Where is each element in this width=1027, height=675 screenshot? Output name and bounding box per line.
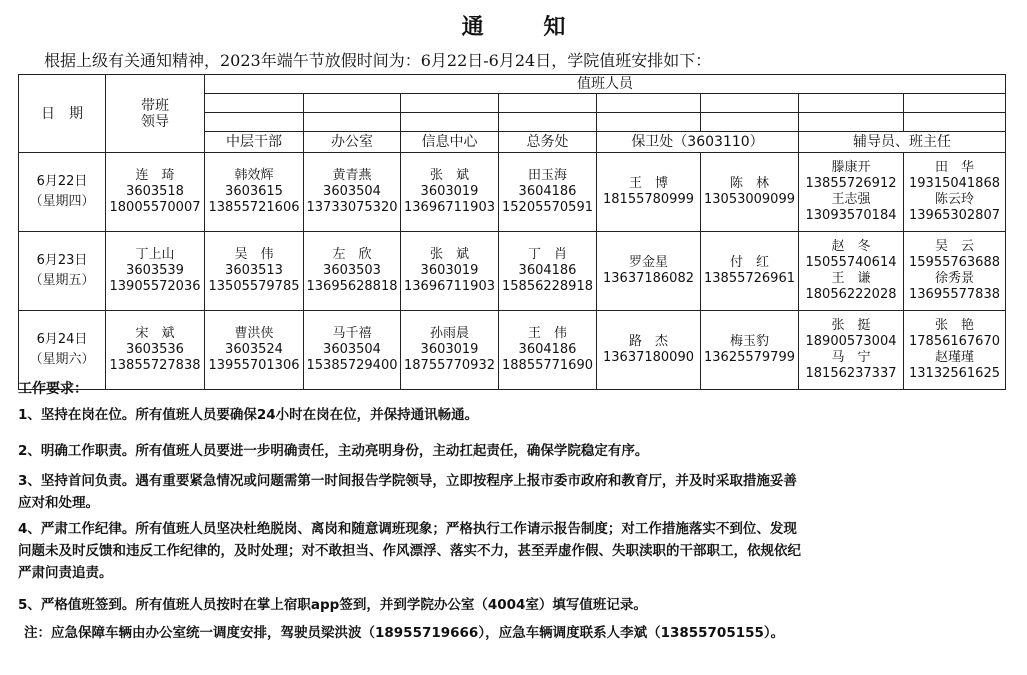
middle-cell: 韩效辉 3603615 13855721606 <box>205 153 304 232</box>
duty-table <box>18 74 1006 390</box>
office-cell: 马千禧 3603504 15385729400 <box>304 311 401 390</box>
requirement-item: 3、坚持首问负责。遇有重要紧急情况或问题需第一时间报告学院领导，立即按程序上报市委市政府和教育厅，并及时采取措施妥善 应对和处理。 <box>18 473 797 511</box>
header-security: 保卫处（3603110） <box>597 132 799 153</box>
counselor-cell: 张 挺 18900573004 马 宁 18156237337 <box>799 311 904 390</box>
requirement-item: 2、明确工作职责。所有值班人员要进一步明确责任，主动亮明身份，主动扛起责任，确保学院稳定有序。 <box>18 443 649 459</box>
header-office: 办公室 <box>304 132 401 153</box>
counselor-cell: 吴 云 15955763688 徐秀景 13695577838 <box>904 232 1006 311</box>
general-cell: 丁 肖 3604186 15856228918 <box>499 232 597 311</box>
middle-cell: 曹洪侠 3603524 13955701306 <box>205 311 304 390</box>
table-row <box>19 311 1006 390</box>
date-cell: 6月22日 （星期四） <box>19 153 106 232</box>
general-cell: 田玉海 3604186 15205570591 <box>499 153 597 232</box>
office-cell: 左 欣 3603503 13695628818 <box>304 232 401 311</box>
general-cell: 王 伟 3604186 18855771690 <box>499 311 597 390</box>
header-middle: 中层干部 <box>205 132 304 153</box>
header-date: 日 期 <box>19 75 106 153</box>
header-staff-group: 值班人员 <box>205 75 1006 94</box>
table-row <box>19 153 1006 232</box>
table-row <box>19 232 1006 311</box>
counselor-cell: 赵 冬 15055740614 王 谦 18056222028 <box>799 232 904 311</box>
requirements-title: 工作要求： <box>18 381 88 397</box>
info-cell: 张 斌 3603019 13696711903 <box>401 232 499 311</box>
vehicle-note: 注：应急保障车辆由办公室统一调度安排，驾驶员梁洪波（18955719666），应急车辆调度联系人李斌（13855705155）。 <box>24 625 785 641</box>
middle-cell: 吴 伟 3603513 13505579785 <box>205 232 304 311</box>
info-cell: 张 斌 3603019 13696711903 <box>401 153 499 232</box>
requirement-item: 4、严肃工作纪律。所有值班人员坚决杜绝脱岗、离岗和随意调班现象；严格执行工作请示报告制度；对工作措施落实不到位、发现 问题未及时反馈和违反工作纪律的，及时处理；对不敢担当、作风漂浮、落实不力，甚至弄虚作假、失职渎职的干部职工，依规依纪 严肃问责追责。 <box>18 521 801 581</box>
security-cell: 陈 林 13053009099 <box>701 153 799 232</box>
security-cell: 罗金星 13637186082 <box>597 232 701 311</box>
security-cell: 梅玉豹 13625579799 <box>701 311 799 390</box>
security-cell: 王 博 18155780999 <box>597 153 701 232</box>
header-counselor: 辅导员、班主任 <box>799 132 1006 153</box>
security-cell: 路 杰 13637180090 <box>597 311 701 390</box>
leader-cell: 连 琦 3603518 18005570007 <box>106 153 205 232</box>
notice-intro: 根据上级有关通知精神，2023年端午节放假时间为：6月22日-6月24日，学院值班安排如下： <box>44 51 712 70</box>
requirement-item: 5、严格值班签到。所有值班人员按时在掌上宿职app签到，并到学院办公室（4004室）填写值班记录。 <box>18 597 647 613</box>
notice-title: 通 知 <box>461 14 592 40</box>
header-info: 信息中心 <box>401 132 499 153</box>
office-cell: 黄青燕 3603504 13733075320 <box>304 153 401 232</box>
date-cell: 6月23日 （星期五） <box>19 232 106 311</box>
leader-cell: 宋 斌 3603536 13855727838 <box>106 311 205 390</box>
counselor-cell: 张 艳 17856167670 赵瑾瑾 13132561625 <box>904 311 1006 390</box>
header-general: 总务处 <box>499 132 597 153</box>
security-cell: 付 红 13855726961 <box>701 232 799 311</box>
leader-cell: 丁上山 3603539 13905572036 <box>106 232 205 311</box>
info-cell: 孙雨晨 3603019 18755770932 <box>401 311 499 390</box>
counselor-cell: 滕康开 13855726912 王志强 13093570184 <box>799 153 904 232</box>
requirement-item: 1、坚持在岗在位。所有值班人员要确保24小时在岗在位，并保持通讯畅通。 <box>18 407 479 423</box>
header-leader: 带班 领导 <box>106 75 205 153</box>
date-cell: 6月24日 （星期六） <box>19 311 106 390</box>
counselor-cell: 田 华 19315041868 陈云玲 13965302807 <box>904 153 1006 232</box>
